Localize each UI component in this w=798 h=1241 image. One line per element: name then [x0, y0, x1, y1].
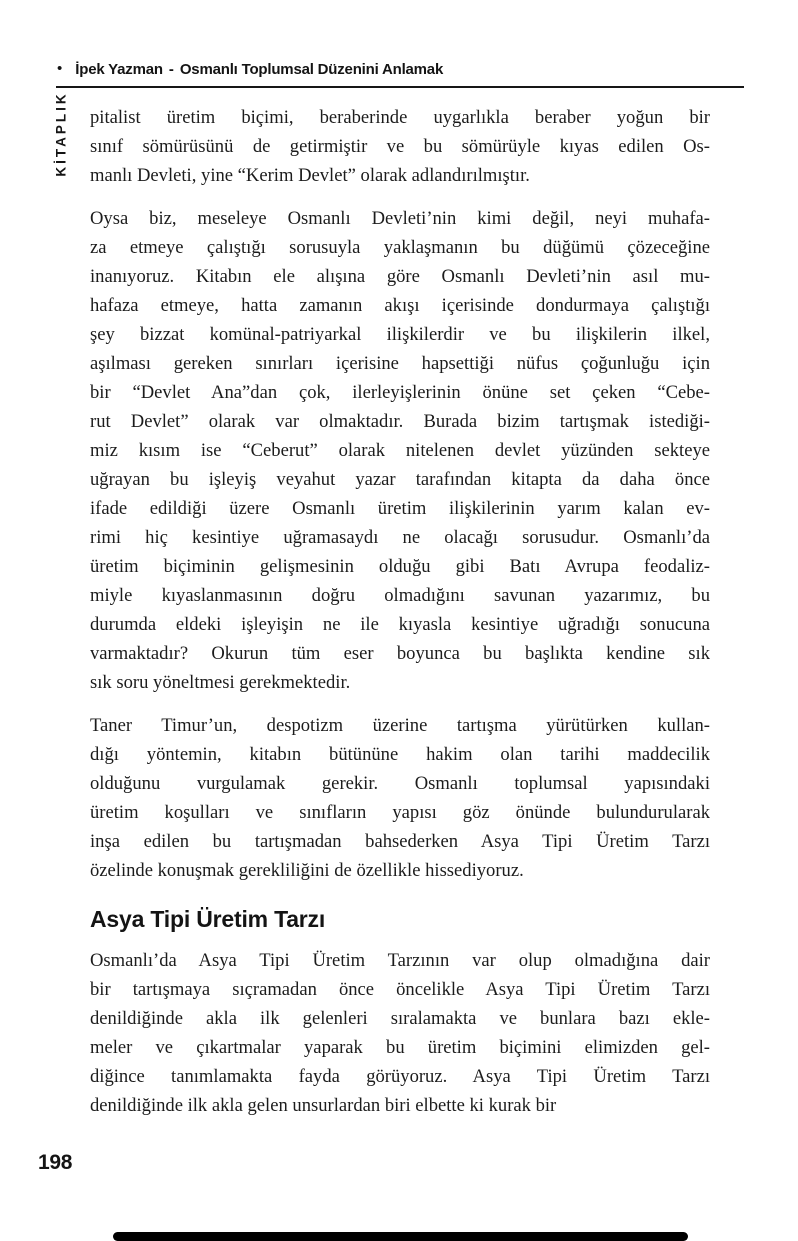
text-line: Oysa biz, meseleye Osmanlı Devleti’nin kimi değil, neyi muhafa- — [90, 208, 710, 229]
header-separator: - — [168, 61, 174, 78]
text-line: rimi hiç kesintiye uğramasaydı ne olacağı sorusudur. Osmanlı’da — [90, 527, 710, 548]
text-line: meler ve çıkartmalar yaparak bu üretim biçimini elimizden gel- — [90, 1037, 710, 1058]
page-header — [57, 61, 443, 78]
header-rule — [56, 86, 744, 88]
text-line: miyle kıyaslanmasının doğru olmadığını savunan yazarımız, bu — [90, 585, 710, 606]
header-author: İpek Yazman — [75, 61, 163, 78]
header-book-title: Osmanlı Toplumsal Düzenini Anlamak — [179, 61, 444, 78]
text-line: şey bizzat komünal-patriyarkal ilişkilerdir ve bu ilişkilerin ilkel, — [90, 324, 710, 345]
bullet-icon: • — [57, 60, 63, 77]
text-line: rut Devlet” olarak var olmaktadır. Burada bizim tartışmak istediği- — [90, 411, 710, 432]
text-line: bir “Devlet Ana”dan çok, ilerleyişlerinin önüne set çeken “Cebe- — [90, 382, 710, 403]
text-line: denildiğinde ilk akla gelen unsurlardan biri elbette ki kurak bir — [90, 1095, 557, 1116]
text-line: pitalist üretim biçimi, beraberinde uygarlıkla beraber yoğun bir — [90, 107, 710, 128]
text-line: sık soru yöneltmesi gerekmektedir. — [90, 672, 351, 693]
text-line: diğince tanımlamakta fayda görüyoruz. Asya Tipi Üretim Tarzı — [90, 1066, 710, 1087]
text-line: hafaza etmeye, hatta zamanın akışı içerisinde dondurmaya çalıştığı — [90, 295, 710, 316]
page-body — [90, 103, 710, 1134]
paragraph — [90, 204, 710, 697]
text-line: özelinde konuşmak gerekliliğini de özellikle hissediyoruz. — [90, 860, 524, 881]
text-line: bir tartışmaya sıçramadan önce öncelikle Asya Tipi Üretim Tarzı — [90, 979, 710, 1000]
text-line: denildiğinde akla ilk gelenleri sıralamakta ve bunlara bazı ekle- — [90, 1008, 710, 1029]
text-line: Osmanlı’da Asya Tipi Üretim Tarzının var olup olmadığına dair — [90, 950, 710, 971]
text-line: olduğunu vurgulamak gerekir. Osmanlı toplumsal yapısındaki — [90, 773, 710, 794]
paragraph — [90, 711, 710, 885]
text-line: Taner Timur’un, despotizm üzerine tartışma yürütürken kullan- — [90, 715, 710, 736]
page-number: 198 — [38, 1151, 73, 1174]
text-line: dığı yöntemin, kitabın bütününe hakim olan tarihi maddecilik — [90, 744, 710, 765]
text-line: inşa edilen bu tartışmadan bahsederken Asya Tipi Üretim Tarzı — [90, 831, 710, 852]
bottom-bar — [113, 1232, 688, 1241]
text-line: ifade edildiği üzere Osmanlı üretim ilişkilerinin yarım kalan ev- — [90, 498, 710, 519]
paragraph — [90, 946, 710, 1120]
paragraph — [90, 103, 710, 190]
text-line: sınıf sömürüsünü de getirmiştir ve bu sömürüyle kıyas edilen Os- — [90, 136, 710, 157]
text-line: manlı Devleti, yine “Kerim Devlet” olarak adlandırılmıştır. — [90, 165, 530, 186]
text-line: uğrayan bu işleyiş veyahut yazar tarafından kitapta da daha önce — [90, 469, 710, 490]
column-vertical-label: KİTAPLIK — [53, 91, 69, 177]
section-heading: Asya Tipi Üretim Tarzı — [90, 906, 326, 932]
text-line: za etmeye çalıştığı sorusuyla yaklaşmanın bu düğümü çözeceğine — [90, 237, 710, 258]
text-line: aşılması gereken sınırları içerisine hapsettiği nüfus çoğunluğu için — [90, 353, 710, 374]
text-line: varmaktadır? Okurun tüm eser boyunca bu başlıkta kendine sık — [90, 643, 710, 664]
text-line: durumda eldeki işleyişin ne ile kıyasla kesintiye uğradığı sonucuna — [90, 614, 710, 635]
text-line: inanıyoruz. Kitabın ele alışına göre Osmanlı Devleti’nin asıl mu- — [90, 266, 710, 287]
text-line: üretim biçiminin gelişmesinin olduğu gibi Batı Avrupa feodaliz- — [90, 556, 710, 577]
text-line: üretim koşulları ve sınıfların yapısı göz önünde bulundurularak — [90, 802, 710, 823]
text-line: miz kısım ise “Ceberut” olarak nitelenen devlet yüzünden sekteye — [90, 440, 710, 461]
